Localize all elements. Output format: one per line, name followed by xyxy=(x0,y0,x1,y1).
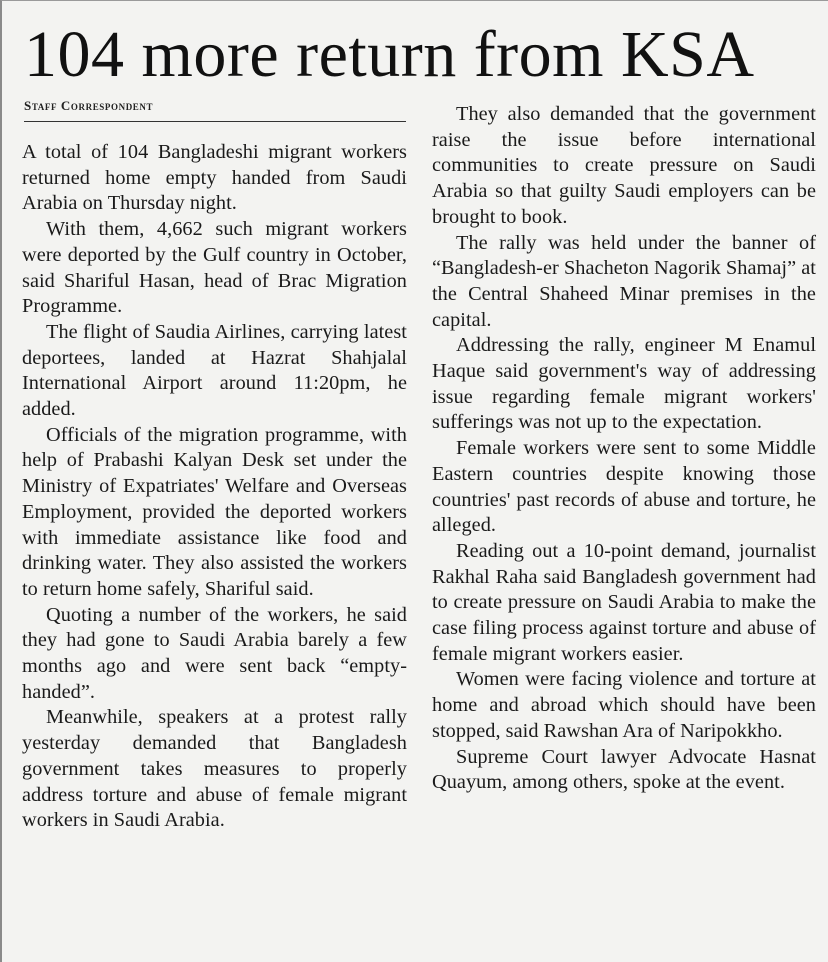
byline: Staff Correspondent xyxy=(24,97,406,122)
paragraph: Meanwhile, speakers at a protest rally yesterday demanded that Bangladesh government takes measures to properly address torture and abuse of female migrant workers in Saudi Arabia. xyxy=(22,706,407,832)
left-column xyxy=(22,140,407,834)
paragraph: A total of 104 Bangladeshi migrant workers returned home empty handed from Saudi Arabia on Thursday night. xyxy=(22,141,407,215)
paragraph: Reading out a 10-point demand, journalist Rakhal Raha said Bangladesh government had to create pressure on Saudi Arabia to make the case filing process against torture and abuse of female migrant workers easier. xyxy=(432,539,816,665)
right-column xyxy=(432,102,816,796)
paragraph: Female workers were sent to some Middle Eastern countries despite knowing those countries' past records of abuse and torture, he alleged. xyxy=(432,437,816,537)
paragraph: The flight of Saudia Airlines, carrying latest deportees, landed at Hazrat Shahjalal International Airport around 11:20pm, he added. xyxy=(22,320,407,421)
headline: 104 more return from KSA xyxy=(24,18,755,91)
paragraph: With them, 4,662 such migrant workers were deported by the Gulf country in October, said Shariful Hasan, head of Brac Migration Programme. xyxy=(22,218,407,318)
paragraph: Quoting a number of the workers, he said they had gone to Saudi Arabia barely a few months ago and were sent back “empty-handed”. xyxy=(22,603,407,703)
paragraph: Officials of the migration programme, with help of Prabashi Kalyan Desk set under the Ministry of Expatriates' Welfare and Overseas Employment, provided the deported workers with immediate assistance like food and drinking water. They also assisted the workers to return home safely, Shariful said. xyxy=(22,423,407,600)
paragraph: Addressing the rally, engineer M Enamul Haque said government's way of addressing issue regarding female migrant workers' sufferings was not up to the expectation. xyxy=(432,334,816,434)
paragraph: The rally was held under the banner of “Bangladesh-er Shacheton Nagorik Shamaj” at the Central Shaheed Minar premises in the capital. xyxy=(432,231,816,331)
paragraph: Supreme Court lawyer Advocate Hasnat Quayum, among others, spoke at the event. xyxy=(432,745,816,794)
paragraph: Women were facing violence and torture at home and abroad which should have been stopped, said Rawshan Ara of Naripokkho. xyxy=(432,668,816,742)
paragraph: They also demanded that the government raise the issue before international communities to create pressure on Saudi Arabia so that guilty Saudi employers can be brought to book. xyxy=(432,103,816,228)
